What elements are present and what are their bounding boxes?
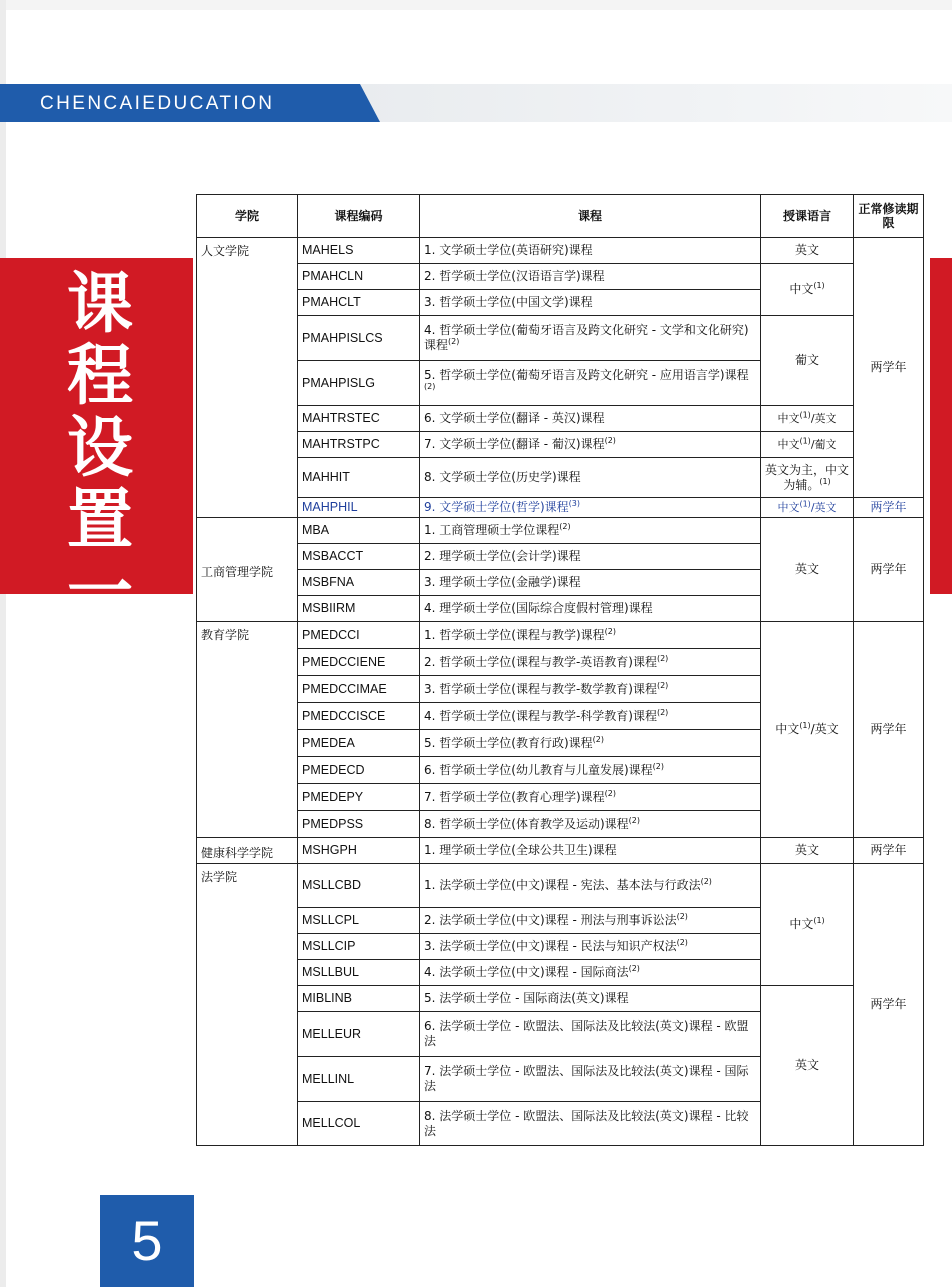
- course-text: 3. 法学硕士学位(中文)课程 - 民法与知识产权法: [424, 939, 677, 953]
- language-cell: [761, 622, 854, 838]
- right-accent-bar: [930, 258, 952, 594]
- header-duration: 正常修读期限: [854, 195, 924, 238]
- header-banner-grey: [360, 84, 952, 122]
- duration-cell: 两学年: [854, 518, 924, 622]
- course-table-wrapper: [196, 194, 923, 1146]
- code-cell: MAHELS: [298, 238, 420, 264]
- table-row: [197, 458, 924, 498]
- course-note: (2): [559, 522, 571, 531]
- course-note: (2): [656, 653, 669, 663]
- course-cell: [420, 864, 761, 908]
- course-text: 6. 法学硕士学位 - 欧盟法、国际法及比较法(英文)课程 - 欧盟法: [424, 1019, 749, 1048]
- table-row: [197, 498, 924, 518]
- language-cell: [761, 864, 854, 986]
- table-row: [197, 432, 924, 458]
- course-text: 2. 理学硕士学位(会计学)课程: [424, 549, 581, 563]
- table-row: [197, 264, 924, 290]
- language-note: (1): [813, 281, 825, 290]
- code-cell: PMEDEA: [298, 730, 420, 757]
- course-cell: [420, 518, 761, 544]
- code-cell: PMAHCLN: [298, 264, 420, 290]
- language-note: (1): [799, 436, 811, 446]
- code-cell: MELLEUR: [298, 1012, 420, 1057]
- language-text: /英文: [810, 501, 837, 514]
- code-cell: MSHGPH: [298, 838, 420, 864]
- language-text: 中文: [777, 438, 800, 451]
- course-text: 8. 哲学硕士学位(体育教学及运动)课程: [424, 816, 629, 831]
- course-text: 4. 哲学硕士学位(葡萄牙语言及跨文化研究 - 文学和文化研究)课程: [424, 323, 749, 352]
- course-cell: [420, 908, 761, 934]
- course-cell: [420, 784, 761, 811]
- school-cell: 工商管理学院: [197, 518, 298, 622]
- table-row: [197, 986, 924, 1012]
- code-cell: MAHHIT: [298, 458, 420, 498]
- course-note: (2): [628, 964, 640, 973]
- course-text: 8. 法学硕士学位 - 欧盟法、国际法及比较法(英文)课程 - 比较法: [424, 1108, 749, 1138]
- code-cell: MIBLINB: [298, 986, 420, 1012]
- course-text: 7. 文学硕士学位(翻译 - 葡汉)课程: [424, 437, 605, 451]
- course-cell: [420, 676, 761, 703]
- course-note: (2): [448, 337, 460, 346]
- course-cell: [420, 1102, 761, 1146]
- language-note: (1): [819, 476, 831, 486]
- language-cell: [761, 432, 854, 458]
- course-note: (2): [592, 734, 604, 744]
- school-cell: 教育学院: [197, 622, 298, 838]
- course-text: 7. 哲学硕士学位(教育心理学)课程: [424, 789, 605, 804]
- course-cell: [420, 838, 761, 864]
- course-note: (2): [676, 938, 688, 947]
- code-cell: MBA: [298, 518, 420, 544]
- course-text: 1. 工商管理硕士学位课程: [424, 523, 560, 537]
- language-note: (1): [799, 721, 811, 730]
- code-cell: PMEDECD: [298, 757, 420, 784]
- code-cell: MSBFNA: [298, 570, 420, 596]
- course-note: (2): [656, 680, 669, 690]
- code-cell: MSLLBUL: [298, 960, 420, 986]
- side-title-char: 课: [67, 265, 133, 342]
- language-note: (1): [799, 410, 811, 420]
- header-school: 学院: [197, 195, 298, 238]
- course-text: 8. 文学硕士学位(历史学)课程: [424, 470, 581, 484]
- course-cell: [420, 290, 761, 316]
- language-cell: 英文: [761, 986, 854, 1146]
- code-cell: PMAHPISLCS: [298, 316, 420, 361]
- side-title-char: 设: [67, 409, 133, 486]
- school-cell: 法学院: [197, 864, 298, 1146]
- header-code: 课程编码: [298, 195, 420, 238]
- code-cell: PMEDEPY: [298, 784, 420, 811]
- duration-cell: 两学年: [854, 864, 924, 1146]
- course-text: 4. 哲学硕士学位(课程与教学-科学教育)课程: [424, 708, 657, 723]
- code-cell: MAHTRSTPC: [298, 432, 420, 458]
- code-cell: PMAHCLT: [298, 290, 420, 316]
- school-cell: 健康科学学院: [197, 838, 298, 864]
- course-text: 2. 哲学硕士学位(课程与教学-英语教育)课程: [424, 654, 657, 669]
- language-text: 中文: [777, 412, 800, 425]
- table-row: [197, 238, 924, 264]
- duration-cell: 两学年: [854, 238, 924, 498]
- course-cell: [420, 361, 761, 406]
- course-cell: [420, 622, 761, 649]
- code-cell: MELLCOL: [298, 1102, 420, 1146]
- code-cell: MAHTRSTEC: [298, 406, 420, 432]
- course-cell: [420, 960, 761, 986]
- course-text: 2. 哲学硕士学位(汉语语言学)课程: [424, 269, 605, 283]
- language-text: /英文: [810, 412, 837, 425]
- duration-cell: 两学年: [854, 622, 924, 838]
- language-text: 中文: [775, 722, 800, 736]
- course-cell: [420, 264, 761, 290]
- language-text: 中文: [789, 917, 814, 931]
- side-title-char: 置: [67, 481, 133, 558]
- course-cell: [420, 934, 761, 960]
- course-text: 5. 哲学硕士学位(教育行政)课程: [424, 735, 593, 750]
- left-edge: [0, 0, 6, 1287]
- course-cell: [420, 1012, 761, 1057]
- code-cell: MSBIIRM: [298, 596, 420, 622]
- table-row: [197, 406, 924, 432]
- language-note: (1): [799, 499, 811, 509]
- code-cell: PMEDCCI: [298, 622, 420, 649]
- course-cell: [420, 406, 761, 432]
- side-title: [62, 265, 138, 630]
- course-cell: [420, 458, 761, 498]
- header-course: 课程: [420, 195, 761, 238]
- course-note: (2): [652, 761, 664, 771]
- course-text: 4. 法学硕士学位(中文)课程 - 国际商法: [424, 965, 629, 979]
- code-cell: MELLINL: [298, 1057, 420, 1102]
- language-text: /葡文: [810, 438, 837, 451]
- code-cell: MSLLCBD: [298, 864, 420, 908]
- code-cell: MAHPHIL: [298, 498, 420, 518]
- course-cell: [420, 1057, 761, 1102]
- course-note: (2): [604, 626, 616, 636]
- page-number: 5: [100, 1195, 194, 1287]
- course-table: [196, 194, 924, 1146]
- course-note: (2): [676, 912, 688, 921]
- course-text: 9. 文学硕士学位(哲学)课程: [424, 500, 569, 514]
- course-cell: [420, 649, 761, 676]
- header-language: 授课语言: [761, 195, 854, 238]
- language-text: 中文: [777, 501, 800, 514]
- code-cell: PMEDCCISCE: [298, 703, 420, 730]
- course-cell: [420, 570, 761, 596]
- course-note: (2): [604, 436, 616, 445]
- top-shade: [0, 0, 952, 10]
- code-cell: MSLLCPL: [298, 908, 420, 934]
- course-text: 6. 哲学硕士学位(幼儿教育与儿童发展)课程: [424, 762, 653, 777]
- table-row: [197, 518, 924, 544]
- course-text: 1. 哲学硕士学位(课程与教学)课程: [424, 627, 605, 642]
- duration-cell: 两学年: [854, 838, 924, 864]
- code-cell: PMEDPSS: [298, 811, 420, 838]
- course-cell: [420, 730, 761, 757]
- table-row: [197, 838, 924, 864]
- language-note: (1): [813, 916, 825, 925]
- language-cell: [761, 498, 854, 518]
- course-cell: [420, 986, 761, 1012]
- table-row: [197, 864, 924, 908]
- course-cell: [420, 596, 761, 622]
- side-title-char: 程: [67, 337, 133, 414]
- course-text: 5. 法学硕士学位 - 国际商法(英文)课程: [424, 991, 629, 1005]
- course-cell: [420, 432, 761, 458]
- language-cell: [761, 458, 854, 498]
- course-text: 3. 哲学硕士学位(中国文学)课程: [424, 295, 593, 309]
- course-text: 3. 理学硕士学位(金融学)课程: [424, 575, 581, 589]
- language-text: 中文: [789, 282, 814, 296]
- code-cell: PMAHPISLG: [298, 361, 420, 406]
- course-text: 6. 文学硕士学位(翻译 - 英汉)课程: [424, 411, 605, 425]
- course-text: 1. 法学硕士学位(中文)课程 - 宪法、基本法与行政法: [424, 878, 701, 892]
- course-note: (2): [604, 788, 616, 798]
- course-note: (2): [656, 707, 669, 717]
- course-text: 4. 理学硕士学位(国际综合度假村管理)课程: [424, 601, 653, 615]
- course-text: 1. 理学硕士学位(全球公共卫生)课程: [424, 843, 617, 857]
- course-cell: [420, 498, 761, 518]
- language-text: /英文: [810, 722, 839, 736]
- code-cell: MSLLCIP: [298, 934, 420, 960]
- code-cell: MSBACCT: [298, 544, 420, 570]
- table-row: [197, 316, 924, 361]
- language-cell: [761, 406, 854, 432]
- course-cell: [420, 757, 761, 784]
- language-cell: 英文: [761, 518, 854, 622]
- language-cell: 英文: [761, 838, 854, 864]
- course-cell: [420, 703, 761, 730]
- brand-name: CHENCAIEDUCATION: [40, 93, 275, 114]
- school-cell: 人文学院: [197, 238, 298, 518]
- course-text: 1. 文学硕士学位(英语研究)课程: [424, 243, 593, 257]
- course-note: (2): [628, 815, 640, 825]
- course-text: 2. 法学硕士学位(中文)课程 - 刑法与刑事诉讼法: [424, 913, 677, 927]
- course-text: 5. 哲学硕士学位(葡萄牙语言及跨文化研究 - 应用语言学)课程: [424, 368, 749, 382]
- course-text: 7. 法学硕士学位 - 欧盟法、国际法及比较法(英文)课程 - 国际法: [424, 1064, 749, 1093]
- course-cell: [420, 544, 761, 570]
- duration-cell: 两学年: [854, 498, 924, 518]
- language-cell: 葡文: [761, 316, 854, 406]
- language-text: 英文为主，中文为辅。: [765, 462, 850, 492]
- language-cell: 英文: [761, 238, 854, 264]
- course-note: (3): [568, 499, 580, 508]
- course-note: (2): [700, 877, 712, 886]
- table-row: [197, 622, 924, 649]
- course-cell: [420, 811, 761, 838]
- code-cell: PMEDCCIMAE: [298, 676, 420, 703]
- table-header-row: [197, 195, 924, 238]
- course-note: (2): [424, 382, 436, 391]
- code-cell: PMEDCCIENE: [298, 649, 420, 676]
- course-cell: [420, 316, 761, 361]
- side-title-char: 一: [67, 553, 133, 630]
- course-cell: [420, 238, 761, 264]
- course-text: 3. 哲学硕士学位(课程与教学-数学教育)课程: [424, 681, 657, 696]
- language-cell: [761, 264, 854, 316]
